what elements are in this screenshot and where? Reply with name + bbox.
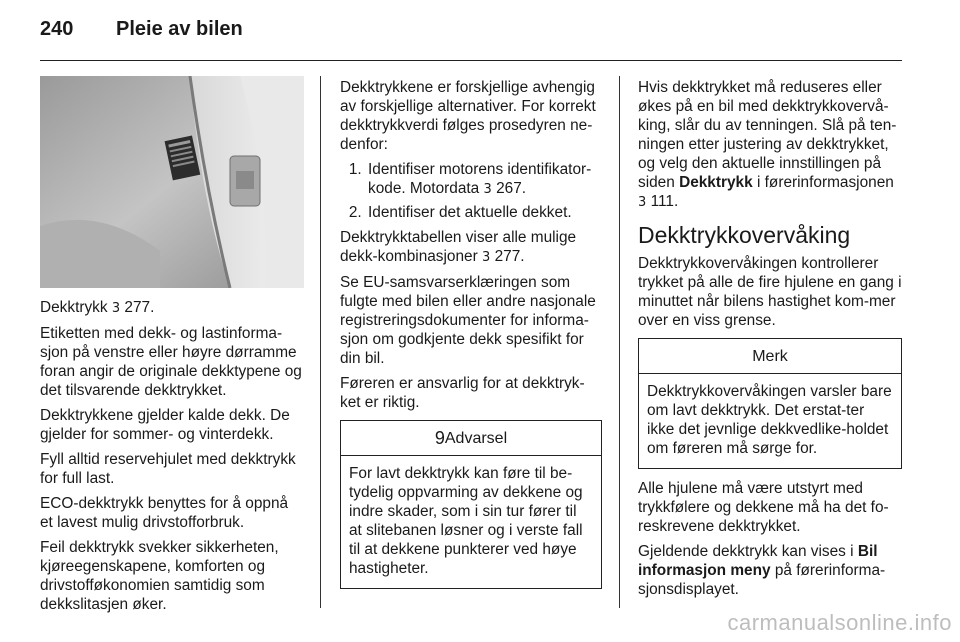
- warning-box: [340, 420, 602, 589]
- paragraph: Se EU-samsvarserklæringen som fulgte med bilen eller andre nasjonale registreringsdokumenter for informa-sjon om godkjente dekk spesifikt for din bil.: [340, 274, 596, 367]
- paragraph: Dekktrykktabellen viser alle mulige dekk-kombinasjoner 3 277.: [340, 229, 577, 265]
- paragraph: Hvis dekktrykket må reduseres eller økes på en bil med dekktrykkovervå-king, slår du av tenningen. Slå på ten-ningen etter justering av dekktrykket, og velg den aktuelle innstillingen på siden Dekktrykk i førerinformasjonen 3 111.: [638, 79, 897, 210]
- note-box: [638, 338, 902, 469]
- page-ref-icon: 3: [638, 195, 647, 210]
- warning-header: [341, 421, 601, 456]
- paragraph: Alle hjulene må være utstyrt med trykkfølere og dekkene må ha det fo-reskrevene dekktrykket.: [638, 480, 889, 535]
- column-1: [40, 76, 304, 620]
- paragraph: Dekktrykkovervåkingen kontrollerer trykket på alle de fire hjulene en gang i minuttet når bilens hastighet kom-mer over en viss grense.: [638, 255, 902, 329]
- list-item: 1. Identifiser motorens identifikator-kode. Motordata 3 267.: [366, 160, 602, 199]
- paragraph: Dekktrykkene er forskjellige avhengig av forskjellige alternativer. For korrekt dekktrykkverdi følges prosedyren ne-denfor:: [340, 79, 596, 153]
- list-item: 2. Identifiser det aktuelle dekket.: [366, 203, 602, 222]
- note-body: Dekktrykkovervåkingen varsler bare om lavt dekktrykk. Det erstat-ter ikke det jevnlige dekkvedlike-holdet om føreren må sørge for.: [647, 383, 892, 457]
- page-ref-link[interactable]: 277.: [494, 248, 525, 265]
- page-title: Pleie av bilen: [116, 18, 243, 40]
- column-divider: [619, 76, 620, 608]
- paragraph: Dekktrykkene gjelder kalde dekk. De gjelder for sommer- og vinterdekk.: [40, 407, 290, 443]
- page-header: [40, 18, 243, 41]
- watermark: carmanualsonline.info: [727, 610, 952, 635]
- column-3: [638, 78, 902, 605]
- page-ref-link[interactable]: 267.: [496, 180, 527, 197]
- paragraph: Dekktrykk 3 277.: [40, 299, 155, 316]
- page-ref-link[interactable]: 277.: [124, 299, 155, 316]
- page-ref-icon: 3: [482, 250, 491, 265]
- note-header: Merk: [639, 339, 901, 374]
- paragraph: ECO-dekktrykk benyttes for å oppnå et lavest mulig drivstofforbruk.: [40, 495, 289, 531]
- door-frame-photo: [40, 76, 304, 288]
- paragraph: Etiketten med dekk- og lastinforma-sjon på venstre eller høyre dørramme foran angir de originale dekktypene og det tilsvarende dekktrykket.: [40, 325, 302, 399]
- column-2: [340, 78, 602, 599]
- section-heading: Dekktrykkovervåking: [638, 222, 851, 248]
- column-divider: [320, 76, 321, 608]
- paragraph: Føreren er ansvarlig for at dekktryk-ket er riktig.: [340, 375, 585, 411]
- procedure-list: [340, 160, 602, 222]
- page-ref-icon: 3: [483, 182, 492, 197]
- paragraph: Feil dekktrykk svekker sikkerheten, kjøreegenskapene, komforten og drivstofføkonomien samtidig som dekkslitasjen øker.: [40, 539, 279, 613]
- page-ref-link[interactable]: 111.: [650, 193, 679, 210]
- warning-icon: 9: [434, 428, 445, 448]
- page-number: 240: [40, 18, 74, 40]
- warning-body: For lavt dekktrykk kan føre til be-tydelig oppvarming av dekkene og indre skader, som i sin tur fører til at slitebanen løsner og i verste fall til at dekkene punkterer ved høye hastigheter.: [349, 465, 583, 577]
- page-ref-icon: 3: [111, 301, 121, 316]
- header-rule: [40, 60, 902, 61]
- paragraph: Fyll alltid reservehjulet med dekktrykk for full last.: [40, 451, 296, 487]
- warning-title: Advarsel: [444, 430, 508, 447]
- paragraph: Gjeldende dekktrykk kan vises i Bil informasjon meny på førerinforma-sjonsdisplayet.: [638, 543, 886, 598]
